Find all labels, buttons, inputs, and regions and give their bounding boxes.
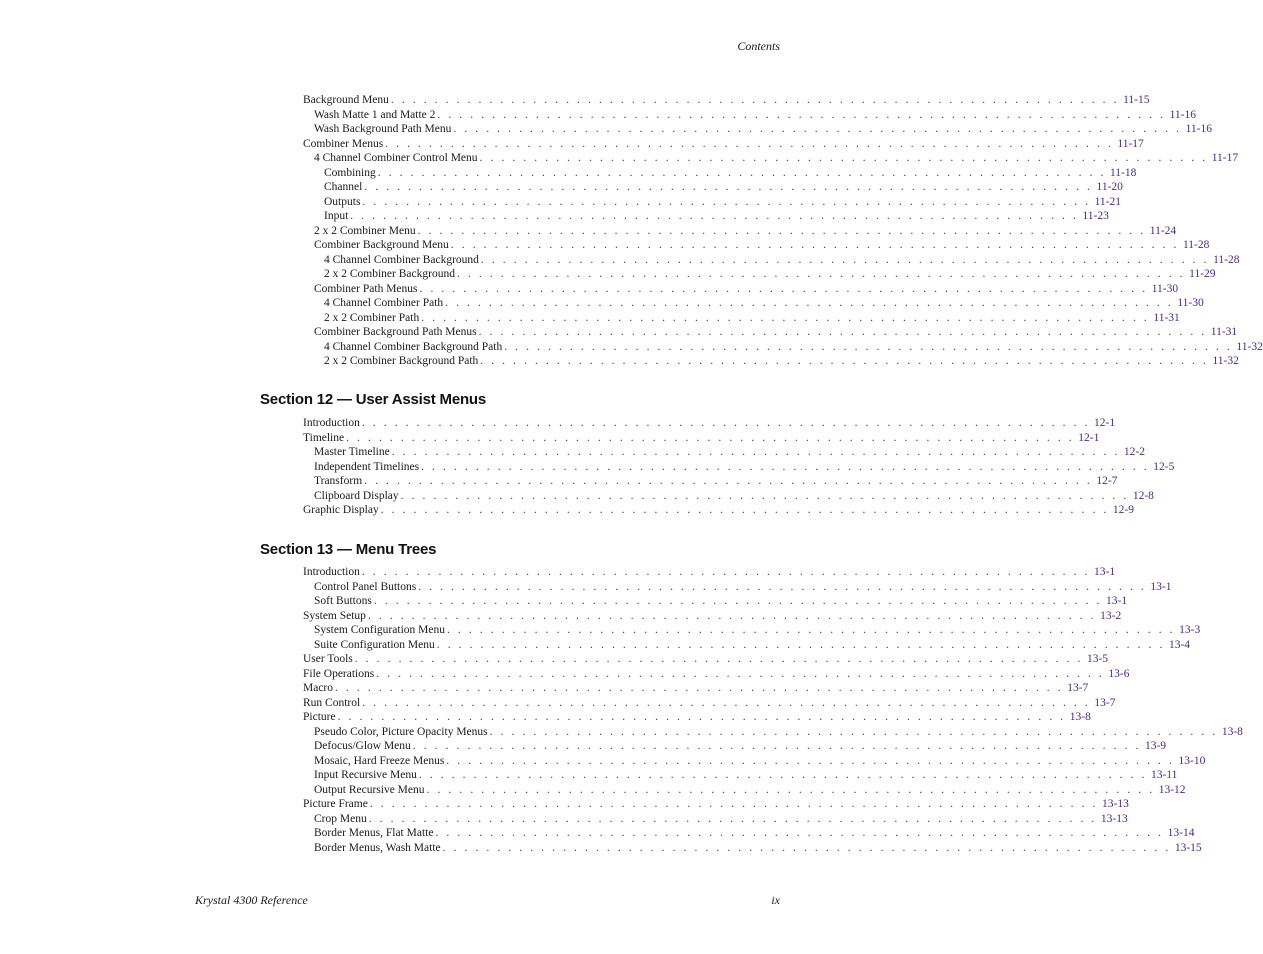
toc-entry[interactable]: [314, 783, 1186, 798]
toc-page-link[interactable]: 13-2: [1100, 609, 1122, 622]
toc-entry[interactable]: [314, 754, 1206, 769]
dot-leader: . . . . . . . . . . . . . . . . . . . . . . . . . . . . . . . . . . . . . . . . . . . . . . . . . . . . . . . . . . . . . . . . . . .: [446, 754, 1175, 767]
toc-entry-label: 4 Channel Combiner Path: [324, 297, 444, 309]
toc-page-link[interactable]: 13-13: [1100, 812, 1128, 825]
toc-page-link[interactable]: 13-1: [1150, 580, 1172, 593]
toc-entry-label: Output Recursive Menu: [314, 783, 425, 796]
toc-entry[interactable]: [314, 224, 1177, 239]
toc-page-link[interactable]: 13-6: [1108, 667, 1130, 680]
toc-page-link[interactable]: 11-21: [1094, 195, 1122, 208]
toc-page-link[interactable]: 11-28: [1213, 253, 1240, 266]
toc-entry-label: 4 Channel Combiner Background Path: [324, 340, 503, 353]
toc-entry[interactable]: [314, 325, 1238, 340]
toc-page-link[interactable]: 11-30: [1177, 297, 1204, 309]
toc-entry-label: Border Menus, Wash Matte: [314, 841, 441, 854]
toc-page-link[interactable]: 13-8: [1069, 711, 1091, 723]
toc-entry[interactable]: [303, 416, 1116, 431]
footer-title: Krystal 4300 Reference: [195, 893, 308, 907]
toc-entry-label: 4 Channel Combiner Background: [324, 253, 479, 266]
dot-leader: . . . . . . . . . . . . . . . . . . . . . . . . . . . . . . . . . . . . . . . . . . . . . . . . . . . . . . . . . . . . . . . . . . .: [421, 311, 1150, 324]
dot-leader: . . . . . . . . . . . . . . . . . . . . . . . . . . . . . . . . . . . . . . . . . . . . . . . . . . . . . . . . . . . . . . . . . . .: [380, 504, 1109, 516]
toc-entry[interactable]: [303, 93, 1150, 108]
dot-leader: . . . . . . . . . . . . . . . . . . . . . . . . . . . . . . . . . . . . . . . . . . . . . . . . . . . . . . . . . . . . . . . . . . .: [350, 210, 1079, 222]
toc-entry-label: Wash Matte 1 and Matte 2: [314, 108, 436, 121]
dot-leader: . . . . . . . . . . . . . . . . . . . . . . . . . . . . . . . . . . . . . . . . . . . . . . . . . . . . . . . . . . . . . . . . . . .: [367, 609, 1097, 622]
toc-entry[interactable]: [303, 710, 1091, 725]
toc-page-link[interactable]: 13-7: [1094, 696, 1116, 709]
toc-entry-label: Defocus/Glow Menu: [314, 740, 411, 752]
toc-page-link[interactable]: 13-4: [1168, 638, 1191, 651]
dot-leader: . . . . . . . . . . . . . . . . . . . . . . . . . . . . . . . . . . . . . . . . . . . . . . . . . . . . . . . . . . . . . . . . . . .: [369, 798, 1099, 810]
dot-leader: . . . . . . . . . . . . . . . . . . . . . . . . . . . . . . . . . . . . . . . . . . . . . . . . . . . . . . . . . . . . . . . . . . .: [361, 566, 1091, 578]
toc-entry-label: Suite Configuration Menu: [314, 638, 435, 651]
toc-entry-label: 2 x 2 Combiner Menu: [314, 224, 416, 237]
toc-page-link[interactable]: 12-7: [1096, 475, 1118, 487]
toc-page-link[interactable]: 12-5: [1153, 460, 1175, 473]
toc-page-link[interactable]: 13-1: [1094, 566, 1116, 578]
dot-leader: . . . . . . . . . . . . . . . . . . . . . . . . . . . . . . . . . . . . . . . . . . . . . . . . . . . . . . . . . . . . . . . . . . .: [337, 711, 1066, 723]
toc-entry[interactable]: [303, 681, 1089, 696]
toc-entry-label: Mosaic, Hard Freeze Menus: [314, 754, 445, 767]
toc-page-link[interactable]: 11-20: [1096, 181, 1123, 193]
toc-entry[interactable]: [303, 652, 1109, 667]
toc-entry[interactable]: [314, 725, 1243, 740]
dot-leader: . . . . . . . . . . . . . . . . . . . . . . . . . . . . . . . . . . . . . . . . . . . . . . . . . . . . . . . . . . . . . . . . . . .: [376, 667, 1105, 680]
toc-entry-label: Picture: [303, 711, 336, 723]
toc-entry[interactable]: [324, 166, 1137, 181]
toc-entry[interactable]: [324, 253, 1240, 268]
toc-entry[interactable]: [303, 565, 1116, 580]
toc-entry[interactable]: [324, 340, 1263, 355]
dot-leader: . . . . . . . . . . . . . . . . . . . . . . . . . . . . . . . . . . . . . . . . . . . . . . . . . . . . . . . . . . . . . . . . . . .: [456, 268, 1186, 280]
dot-leader: . . . . . . . . . . . . . . . . . . . . . . . . . . . . . . . . . . . . . . . . . . . . . . . . . . . . . . . . . . . . . . . . . . .: [377, 166, 1106, 179]
dot-leader: . . . . . . . . . . . . . . . . . . . . . . . . . . . . . . . . . . . . . . . . . . . . . . . . . . . . . . . . . . . . . . . . . . .: [390, 94, 1120, 106]
dot-leader: . . . . . . . . . . . . . . . . . . . . . . . . . . . . . . . . . . . . . . . . . . . . . . . . . . . . . . . . . . . . . . . . . . .: [362, 696, 1091, 709]
toc-entry[interactable]: [324, 209, 1109, 224]
toc-page-link[interactable]: 12-9: [1112, 504, 1134, 516]
dot-leader: . . . . . . . . . . . . . . . . . . . . . . . . . . . . . . . . . . . . . . . . . . . . . . . . . . . . . . . . . . . . . . . . . . .: [361, 417, 1091, 429]
toc-entry-label: Independent Timelines: [314, 460, 420, 473]
toc-entry[interactable]: [314, 445, 1145, 460]
toc-page-link[interactable]: 12-8: [1132, 489, 1154, 502]
dot-leader: . . . . . . . . . . . . . . . . . . . . . . . . . . . . . . . . . . . . . . . . . . . . . . . . . . . . . . . . . . . . . . . . . . .: [437, 108, 1166, 121]
toc-entry-label: Macro: [303, 682, 334, 694]
toc-page-link[interactable]: 11-17: [1117, 137, 1144, 150]
toc-entry-label: Picture Frame: [303, 798, 368, 810]
dot-leader: . . . . . . . . . . . . . . . . . . . . . . . . . . . . . . . . . . . . . . . . . . . . . . . . . . . . . . . . . . . . . . . . . . .: [346, 431, 1075, 444]
toc-page-link[interactable]: 13-10: [1178, 754, 1206, 767]
toc-page-link[interactable]: 13-7: [1067, 682, 1089, 694]
toc-entry-label: Introduction: [303, 566, 360, 578]
toc-entry[interactable]: [314, 580, 1172, 595]
dot-leader: . . . . . . . . . . . . . . . . . . . . . . . . . . . . . . . . . . . . . . . . . . . . . . . . . . . . . . . . . . . . . . . . . . .: [480, 253, 1210, 266]
toc-page-link[interactable]: 13-8: [1221, 725, 1243, 738]
dot-leader: . . . . . . . . . . . . . . . . . . . . . . . . . . . . . . . . . . . . . . . . . . . . . . . . . . . . . . . . . . . . . . . . . . .: [364, 475, 1093, 487]
toc-entry[interactable]: [303, 503, 1134, 518]
toc-entry[interactable]: [324, 311, 1180, 326]
toc-page-link[interactable]: 11-32: [1236, 340, 1263, 353]
toc-page-link[interactable]: 11-28: [1182, 239, 1210, 251]
toc-entry-label: Introduction: [303, 417, 360, 429]
toc-entry[interactable]: [314, 108, 1196, 123]
toc-page-link[interactable]: 11-23: [1082, 210, 1109, 222]
footer-page-number: ix: [771, 893, 780, 907]
toc-page-link[interactable]: 13-13: [1102, 798, 1129, 810]
running-head: Contents: [737, 39, 780, 53]
dot-leader: . . . . . . . . . . . . . . . . . . . . . . . . . . . . . . . . . . . . . . . . . . . . . . . . . . . . . . . . . . . . . . . . . . .: [480, 355, 1209, 367]
dot-leader: . . . . . . . . . . . . . . . . . . . . . . . . . . . . . . . . . . . . . . . . . . . . . . . . . . . . . . . . . . . . . . . . . . .: [426, 783, 1155, 796]
toc-page-link[interactable]: 11-18: [1109, 166, 1137, 179]
dot-leader: . . . . . . . . . . . . . . . . . . . . . . . . . . . . . . . . . . . . . . . . . . . . . . . . . . . . . . . . . . . . . . . . . . .: [419, 282, 1148, 295]
toc-page-link[interactable]: 11-30: [1151, 282, 1179, 295]
toc-entry[interactable]: [314, 474, 1118, 489]
toc-page-link[interactable]: 11-16: [1169, 108, 1196, 121]
toc-entry-label: File Operations: [303, 667, 375, 680]
toc-entry[interactable]: [314, 768, 1178, 783]
dot-leader: . . . . . . . . . . . . . . . . . . . . . . . . . . . . . . . . . . . . . . . . . . . . . . . . . . . . . . . . . . . . . . . . . . .: [391, 446, 1120, 458]
toc-entry-label: Pseudo Color, Picture Opacity Menus: [314, 725, 488, 738]
toc-entry-label: Clipboard Display: [314, 489, 399, 502]
dot-leader: . . . . . . . . . . . . . . . . . . . . . . . . . . . . . . . . . . . . . . . . . . . . . . . . . . . . . . . . . . . . . . . . . . .: [418, 580, 1147, 593]
toc-entry-label: User Tools: [303, 653, 353, 665]
toc-entry-label: Combiner Background Menu: [314, 239, 449, 251]
dot-leader: . . . . . . . . . . . . . . . . . . . . . . . . . . . . . . . . . . . . . . . . . . . . . . . . . . . . . . . . . . . . . . . . . . .: [418, 769, 1148, 781]
toc-entry[interactable]: [303, 797, 1129, 812]
toc-entry[interactable]: [314, 623, 1201, 638]
toc-page-link[interactable]: 11-24: [1149, 224, 1177, 237]
toc-entry-label: 2 x 2 Combiner Path: [324, 311, 420, 324]
toc-entry[interactable]: [324, 180, 1123, 195]
toc-page-link[interactable]: 13-3: [1179, 624, 1201, 636]
toc-page-link[interactable]: 13-5: [1086, 653, 1109, 665]
toc-entry-label: Transform: [314, 475, 363, 487]
dot-leader: . . . . . . . . . . . . . . . . . . . . . . . . . . . . . . . . . . . . . . . . . . . . . . . . . . . . . . . . . . . . . . . . . . .: [442, 841, 1171, 854]
dot-leader: . . . . . . . . . . . . . . . . . . . . . . . . . . . . . . . . . . . . . . . . . . . . . . . . . . . . . . . . . . . . . . . . . . .: [354, 653, 1083, 665]
dot-leader: . . . . . . . . . . . . . . . . . . . . . . . . . . . . . . . . . . . . . . . . . . . . . . . . . . . . . . . . . . . . . . . . . . .: [479, 152, 1208, 164]
toc-entry[interactable]: [324, 354, 1239, 369]
dot-leader: . . . . . . . . . . . . . . . . . . . . . . . . . . . . . . . . . . . . . . . . . . . . . . . . . . . . . . . . . . . . . . . . . . .: [478, 326, 1207, 338]
dot-leader: . . . . . . . . . . . . . . . . . . . . . . . . . . . . . . . . . . . . . . . . . . . . . . . . . . . . . . . . . . . . . . . . . . .: [362, 195, 1091, 208]
toc-page-link[interactable]: 11-31: [1153, 311, 1180, 324]
toc-entry-label: Timeline: [303, 431, 345, 444]
dot-leader: . . . . . . . . . . . . . . . . . . . . . . . . . . . . . . . . . . . . . . . . . . . . . . . . . . . . . . . . . . . . . . . . . . .: [335, 682, 1064, 694]
toc-entry[interactable]: [303, 696, 1116, 711]
toc-entry-label: System Setup: [303, 609, 366, 622]
toc-page-link[interactable]: 11-16: [1185, 123, 1212, 135]
dot-leader: . . . . . . . . . . . . . . . . . . . . . . . . . . . . . . . . . . . . . . . . . . . . . . . . . . . . . . . . . . . . . . . . . . .: [385, 137, 1114, 150]
dot-leader: . . . . . . . . . . . . . . . . . . . . . . . . . . . . . . . . . . . . . . . . . . . . . . . . . . . . . . . . . . . . . . . . . . .: [436, 638, 1165, 651]
toc-page-link[interactable]: 11-32: [1212, 355, 1239, 367]
toc-page-link[interactable]: 11-17: [1211, 152, 1239, 164]
dot-leader: . . . . . . . . . . . . . . . . . . . . . . . . . . . . . . . . . . . . . . . . . . . . . . . . . . . . . . . . . . . . . . . . . . .: [412, 740, 1141, 752]
toc-page-link[interactable]: 12-1: [1078, 431, 1100, 444]
toc-entry-label: Combiner Path Menus: [314, 282, 418, 295]
toc-page-link[interactable]: 11-31: [1210, 326, 1238, 338]
toc-entry-label: 2 x 2 Combiner Background Path: [324, 355, 479, 367]
toc-entry[interactable]: [303, 137, 1144, 152]
toc-entry-label: Wash Background Path Menu: [314, 123, 452, 135]
dot-leader: . . . . . . . . . . . . . . . . . . . . . . . . . . . . . . . . . . . . . . . . . . . . . . . . . . . . . . . . . . . . . . . . . . .: [373, 595, 1103, 607]
toc-entry-label: Combining: [324, 166, 376, 179]
toc-entry[interactable]: [303, 667, 1130, 682]
toc-entry[interactable]: [314, 812, 1128, 827]
toc-entry-label: Crop Menu: [314, 812, 367, 825]
toc-entry-label: Combiner Background Path Menus: [314, 326, 477, 338]
toc-entry[interactable]: [324, 267, 1216, 282]
toc-entry[interactable]: [314, 841, 1202, 856]
toc-entry[interactable]: [314, 282, 1179, 297]
toc-page-link[interactable]: 13-15: [1174, 841, 1202, 854]
toc-page-link[interactable]: 13-14: [1167, 827, 1195, 839]
dot-leader: . . . . . . . . . . . . . . . . . . . . . . . . . . . . . . . . . . . . . . . . . . . . . . . . . . . . . . . . . . . . . . . . . . .: [368, 812, 1097, 825]
section-heading: Section 13 — Menu Trees: [260, 541, 437, 558]
toc-entry[interactable]: [314, 594, 1128, 609]
toc-entry-label: Soft Buttons: [314, 595, 372, 607]
dot-leader: . . . . . . . . . . . . . . . . . . . . . . . . . . . . . . . . . . . . . . . . . . . . . . . . . . . . . . . . . . . . . . . . . . .: [453, 123, 1182, 135]
toc-entry-label: Master Timeline: [314, 446, 390, 458]
dot-leader: . . . . . . . . . . . . . . . . . . . . . . . . . . . . . . . . . . . . . . . . . . . . . . . . . . . . . . . . . . . . . . . . . . .: [417, 224, 1146, 237]
toc-entry-label: Run Control: [303, 696, 361, 709]
toc-entry-label: System Configuration Menu: [314, 624, 445, 636]
toc-entry[interactable]: [314, 638, 1191, 653]
toc-page-link[interactable]: 11-29: [1189, 268, 1216, 280]
toc-entry-label: Input: [324, 210, 349, 222]
toc-entry-label: Graphic Display: [303, 504, 379, 516]
toc-page-link[interactable]: 13-11: [1151, 769, 1178, 781]
toc-page-link[interactable]: 12-1: [1094, 417, 1116, 429]
toc-entry-label: Combiner Menus: [303, 137, 384, 150]
toc-entry-label: Input Recursive Menu: [314, 769, 417, 781]
toc-entry-label: 4 Channel Combiner Control Menu: [314, 152, 478, 164]
toc-entry[interactable]: [303, 609, 1122, 624]
toc-entry-label: Control Panel Buttons: [314, 580, 417, 593]
toc-entry-label: 2 x 2 Combiner Background: [324, 268, 455, 280]
toc-entry-label: Outputs: [324, 195, 361, 208]
dot-leader: . . . . . . . . . . . . . . . . . . . . . . . . . . . . . . . . . . . . . . . . . . . . . . . . . . . . . . . . . . . . . . . . . . .: [504, 340, 1233, 353]
toc-entry[interactable]: [314, 739, 1167, 754]
toc-page-link[interactable]: 12-2: [1123, 446, 1145, 458]
toc-entry[interactable]: [314, 489, 1154, 504]
dot-leader: . . . . . . . . . . . . . . . . . . . . . . . . . . . . . . . . . . . . . . . . . . . . . . . . . . . . . . . . . . . . . . . . . . .: [364, 181, 1093, 193]
dot-leader: . . . . . . . . . . . . . . . . . . . . . . . . . . . . . . . . . . . . . . . . . . . . . . . . . . . . . . . . . . . . . . . . . . .: [435, 827, 1164, 839]
toc-entry[interactable]: [314, 122, 1212, 137]
dot-leader: . . . . . . . . . . . . . . . . . . . . . . . . . . . . . . . . . . . . . . . . . . . . . . . . . . . . . . . . . . . . . . . . . . .: [446, 624, 1176, 636]
toc-entry[interactable]: [303, 431, 1100, 446]
toc-entry[interactable]: [314, 460, 1175, 475]
section-heading: Section 12 — User Assist Menus: [260, 391, 487, 408]
toc-page-link[interactable]: 13-9: [1144, 740, 1167, 752]
dot-leader: . . . . . . . . . . . . . . . . . . . . . . . . . . . . . . . . . . . . . . . . . . . . . . . . . . . . . . . . . . . . . . . . . . .: [489, 725, 1218, 738]
toc-entry[interactable]: [314, 151, 1239, 166]
dot-leader: . . . . . . . . . . . . . . . . . . . . . . . . . . . . . . . . . . . . . . . . . . . . . . . . . . . . . . . . . . . . . . . . . . .: [421, 460, 1150, 473]
toc-entry[interactable]: [314, 826, 1195, 841]
dot-leader: . . . . . . . . . . . . . . . . . . . . . . . . . . . . . . . . . . . . . . . . . . . . . . . . . . . . . . . . . . . . . . . . . . .: [400, 489, 1129, 502]
toc-page-link[interactable]: 13-12: [1158, 783, 1186, 796]
dot-leader: . . . . . . . . . . . . . . . . . . . . . . . . . . . . . . . . . . . . . . . . . . . . . . . . . . . . . . . . . . . . . . . . . . .: [445, 297, 1174, 309]
dot-leader: . . . . . . . . . . . . . . . . . . . . . . . . . . . . . . . . . . . . . . . . . . . . . . . . . . . . . . . . . . . . . . . . . . .: [450, 239, 1179, 251]
toc-entry[interactable]: [324, 195, 1122, 210]
toc-entry-label: Background Menu: [303, 94, 389, 106]
toc-entry[interactable]: [324, 296, 1204, 311]
toc-page-link[interactable]: 11-15: [1123, 94, 1150, 106]
toc-entry-label: Channel: [324, 181, 363, 193]
toc-entry[interactable]: [314, 238, 1210, 253]
toc-entry-label: Border Menus, Flat Matte: [314, 827, 434, 839]
toc-page-link[interactable]: 13-1: [1106, 595, 1128, 607]
